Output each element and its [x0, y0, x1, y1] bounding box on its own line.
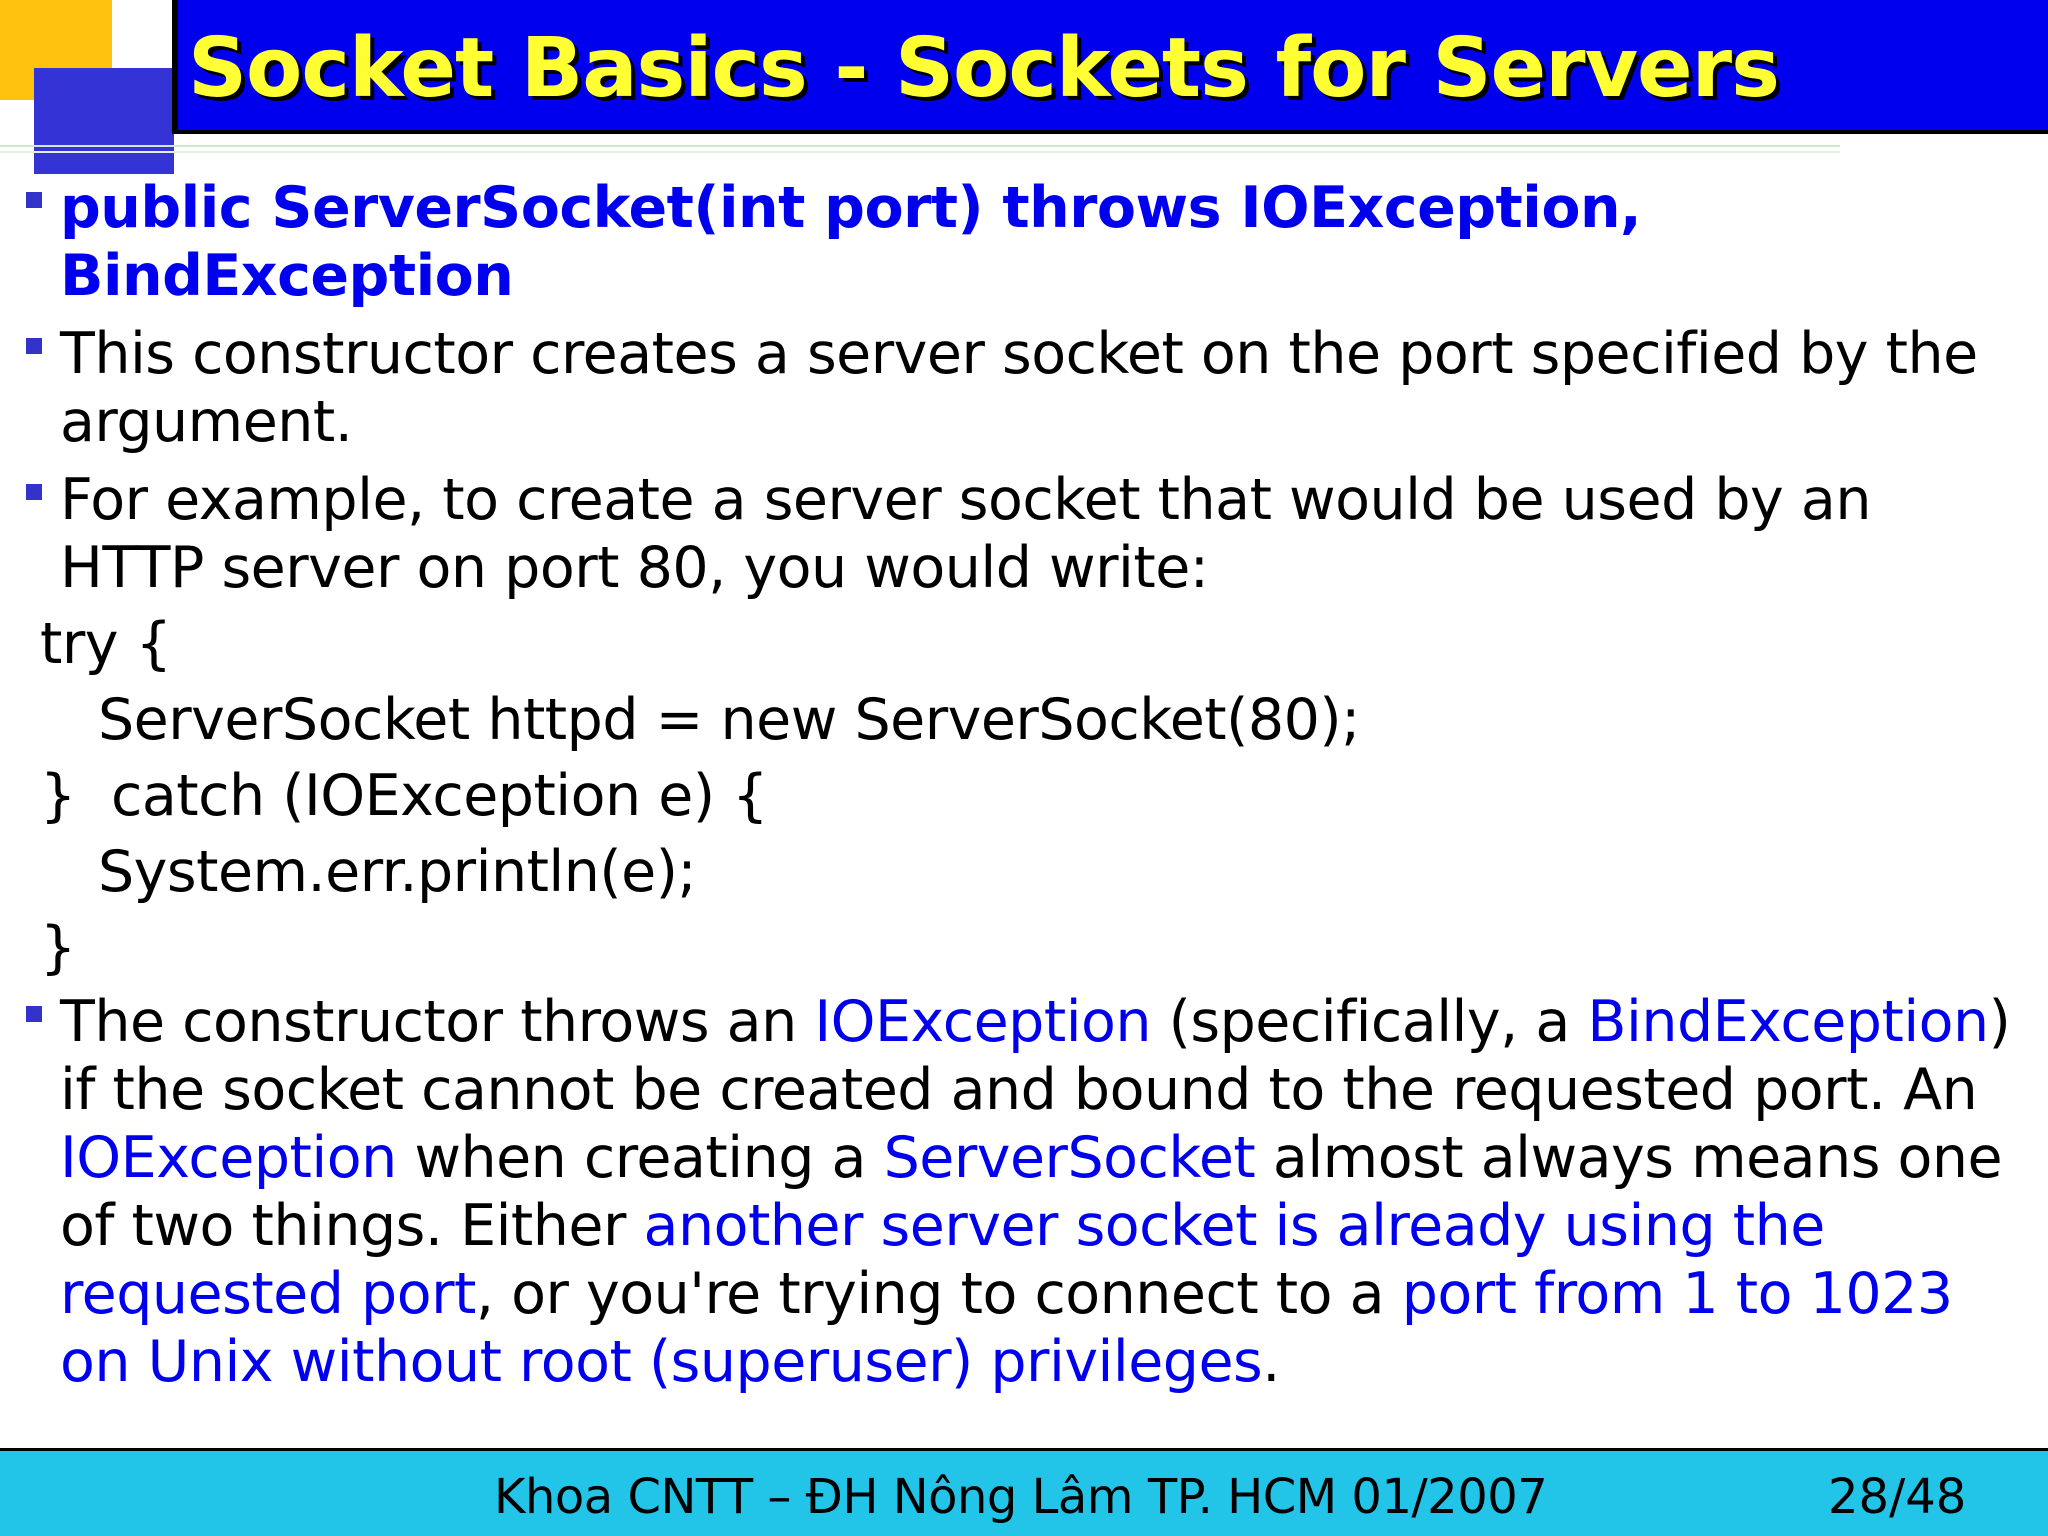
page-number: 28/48	[1828, 1469, 1967, 1525]
port-in-use-reason: another server socket is already using the requested port	[60, 1193, 1825, 1327]
bullet-item-exception-explanation	[0, 988, 2020, 1396]
text-segment: .	[1262, 1329, 1280, 1395]
serversocket-term: ServerSocket	[883, 1125, 1256, 1191]
square-bullet-icon	[26, 192, 42, 208]
divider-line	[0, 145, 1840, 147]
decorative-blue-square	[34, 68, 174, 174]
bindexception-term: BindException	[1587, 989, 1989, 1055]
constructor-description: This constructor creates a server socket on the port specified by the argument.	[60, 321, 1978, 455]
text-segment: almost always means one of two things. Either	[60, 1125, 2003, 1259]
code-line-catch: } catch (IOException e) {	[40, 763, 768, 829]
ioexception-term: IOException	[60, 1125, 397, 1191]
text-segment: The constructor throws an	[60, 989, 815, 1055]
ioexception-term: IOException	[814, 989, 1152, 1055]
square-bullet-icon	[26, 1006, 42, 1022]
text-segment: ) if the socket cannot be created and bound to the requested port. An	[60, 989, 2011, 1123]
privileged-port-reason: port from 1 to 1023 on Unix without root (superuser) privileges	[60, 1261, 1953, 1395]
code-line-try: try {	[40, 611, 172, 677]
code-line-new-serversocket: ServerSocket httpd = new ServerSocket(80);	[98, 687, 1360, 753]
slide-content	[0, 174, 2048, 1396]
slide-title: Socket Basics - Sockets for Servers	[188, 21, 1779, 116]
bullet-item-example-intro	[0, 466, 2020, 602]
code-example	[0, 606, 2048, 986]
text-segment: (specifically, a	[1151, 989, 1588, 1055]
bullet-item-constructor-signature	[0, 174, 2020, 310]
text-segment: , or you're trying to connect to a	[475, 1261, 1402, 1327]
bullet-item-description	[0, 320, 2020, 456]
code-line-println: System.err.println(e);	[98, 839, 697, 905]
divider-line-secondary	[0, 151, 1840, 153]
code-line-close-brace: }	[40, 915, 76, 981]
footer-credit: Khoa CNTT – ĐH Nông Lâm TP. HCM 01/2007	[494, 1469, 1548, 1525]
constructor-signature: public ServerSocket(int port) throws IOException, BindException	[60, 175, 1642, 309]
text-segment: when creating a	[396, 1125, 884, 1191]
square-bullet-icon	[26, 484, 42, 500]
example-intro: For example, to create a server socket that would be used by an HTTP server on port 80, you would write:	[60, 467, 1871, 601]
exception-explanation	[60, 988, 2020, 1396]
square-bullet-icon	[26, 338, 42, 354]
footer-bar	[0, 1448, 2048, 1536]
